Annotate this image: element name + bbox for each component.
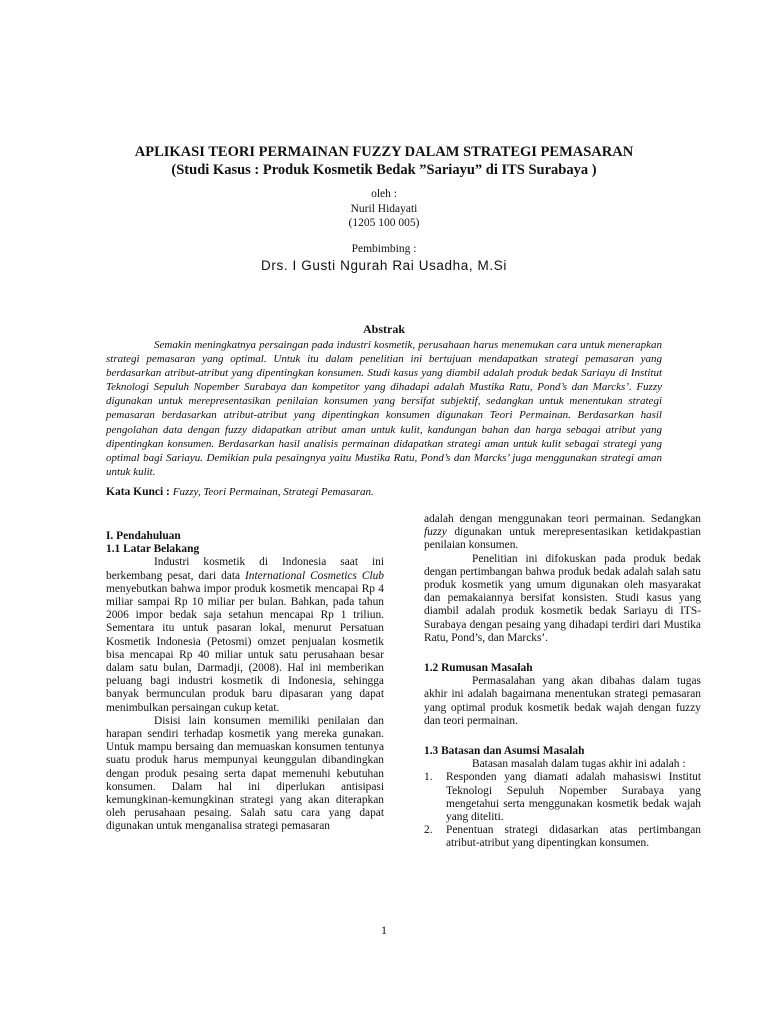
right-p1-italic: fuzzy [424, 526, 447, 539]
author-id: (1205 100 005) [348, 217, 420, 229]
list-item-number: 2. [424, 824, 433, 837]
paper-title-line-1: APLIKASI TEORI PERMAINAN FUZZY DALAM STRATEGI PEMASARAN [134, 144, 634, 160]
problem-paragraph: Permasalahan yang akan dibahas dalam tugas akhir ini adalah bagaimana menentukan strategi pemasaran yang optimal produk kosmetik bedak wajah dengan fuzzy dan teori permainan. [424, 675, 701, 727]
list-item-number: 1. [424, 771, 433, 784]
list-item-text: Responden yang diamati adalah mahasiswi Institut Teknologi Sepuluh Nopember Surabaya yang mengetahui serta menggunakan kosmetik bedak wajah yang diteliti. [446, 771, 701, 824]
intro-paragraph-2: Disisi lain konsumen memiliki penilaian dan harapan sendiri terhadap kosmetik yang mereka gunakan. Untuk mampu bersaing dan memuaskan konsumen tentunya suatu produk harus mempunyai keunggulan dibandingkan dengan produk pesaing serta dapat memenuhi kebutuhan konsumen. Dalam hal ini diperlukan antisipasi kemungkinan-kemungkinan strategi yang akan diterapkan oleh perusahaan pesaing. Salah satu cara yang dapat digunakan untuk menganalisa strategi pemasaran [106, 714, 384, 833]
abstract-heading: Abstrak [362, 322, 405, 336]
list-item-text: Penentuan strategi didasarkan atas pertimbangan atribut-atribut yang dipentingkan konsumen. [446, 824, 701, 850]
abstract-text: Semakin meningkatnya persaingan pada industri kosmetik, perusahaan harus menemukan cara untuk menerapkan strategi pemasaran yang optimal. Untuk itu dalam penelitian ini bertujuan mendapatkan strategi pemasaran yang berdasarkan atribut-atribut yang dipentingkan konsumen. Studi kasus yang diambil adalah produk bedak Sariayu di Institut Teknologi Sepuluh Nopember Surabaya dan kompetitor yang dihadapi adalah Mustika Ratu, Pond’s dan Marcks’. Fuzzy digunakan untuk merepresentasikan penilaian konsumen yang bersifat subjektif, sedangkan untuk menentukan strategi pemasaran berdasarkan atribut-atribut yang dipentingkan konsumen digunakan Teori Permainan. Berdasarkan hasil pengolahan data dengan fuzzy didapatkan atribut aman untuk kulit, kandungan bahan dan harga sebagai atribut yang dipentingkan konsumen. Berdasarkan hasil analisis permainan didapatkan strategi aman untuk kulit sebagai strategi yang optimal bagi Sariayu. Demikian pula pesaingnya yaitu Mustika Ratu, Pond’s dan Marcks’ juga menggunakan strategi aman untuk kulit. [106, 339, 662, 478]
intro-paragraph-1 [106, 556, 384, 714]
by-label: oleh : [371, 188, 397, 200]
left-column [106, 516, 384, 834]
right-paragraph-1 [424, 513, 701, 553]
intro-p1-text-b: menyebutkan bahwa impor produk kosmetik mencapai Rp 4 miliar sampai Rp 10 miliar per bulan. Bahkan, pada tahun 2006 impor bedak saja setahun mencapai Rp 1 triliun. Sementara itu untuk pasaran lokal, menurut Persatuan Kosmetik Indonesia (Petosmi) omzet penjualan kosmetik bisa mencapai Rp 40 miliar untuk satu perusahaan besar dalam satu bulan, Darmadji, (2008). Hal ini memberikan peluang bagi industri kosmetik di Indonesia, sehingga banyak bermunculan produk baru dipasaran yang dapat menimbulkan persaingan cukup ketat. [106, 582, 384, 714]
paper-title-line-2: (Studi Kasus : Produk Kosmetik Bedak ”Sariayu” di ITS Surabaya ) [171, 162, 597, 178]
section-1-heading: I. Pendahuluan [106, 530, 181, 542]
right-paragraph-2: Penelitian ini difokuskan pada produk bedak dengan pertimbangan bahwa produk bedak adalah salah satu produk kosmetik yang umum digunakan oleh masyarakat dan pemakaiannya bersifat konsisten. Studi kasus yang diambil adalah produk kosmetik bedak Sariayu di ITS-Surabaya dengan pesaing yang dihadapi terdiri dari Mustika Ratu, Pond’s, dan Marcks’. [424, 552, 701, 644]
author-name: Nuril Hidayati [350, 203, 418, 215]
keywords-value: Fuzzy, Teori Permainan, Strategi Pemasaran. [172, 486, 374, 498]
scope-list [424, 771, 701, 850]
scope-intro: Batasan masalah dalam tugas akhir ini adalah : [472, 758, 686, 771]
right-p1-text-b: digunakan untuk merepresentasikan ketidakpastian penilaian konsumen. [424, 526, 701, 552]
page-number: 1 [381, 923, 387, 937]
keywords [106, 486, 666, 498]
intro-p1-italic: International Cosmetics Club [245, 569, 384, 582]
supervisor-label: Pembimbing : [351, 243, 417, 255]
list-item [424, 771, 701, 824]
section-1-3-heading: 1.3 Batasan dan Asumsi Masalah [424, 745, 585, 758]
right-column [424, 513, 701, 851]
intro-p1-text-a: Industri kosmetik di Indonesia saat ini berkembang pesat, dari data [106, 556, 384, 582]
right-p1-text-a: adalah dengan menggunakan teori permainan. Sedangkan [424, 513, 701, 525]
supervisor-name: Drs. I Gusti Ngurah Rai Usadha, M.Si [261, 258, 507, 273]
section-1-1-heading: 1.1 Latar Belakang [106, 543, 200, 556]
list-item [424, 824, 701, 850]
section-1-2-heading: 1.2 Rumusan Masalah [424, 662, 533, 675]
keywords-label: Kata Kunci : [106, 486, 170, 498]
